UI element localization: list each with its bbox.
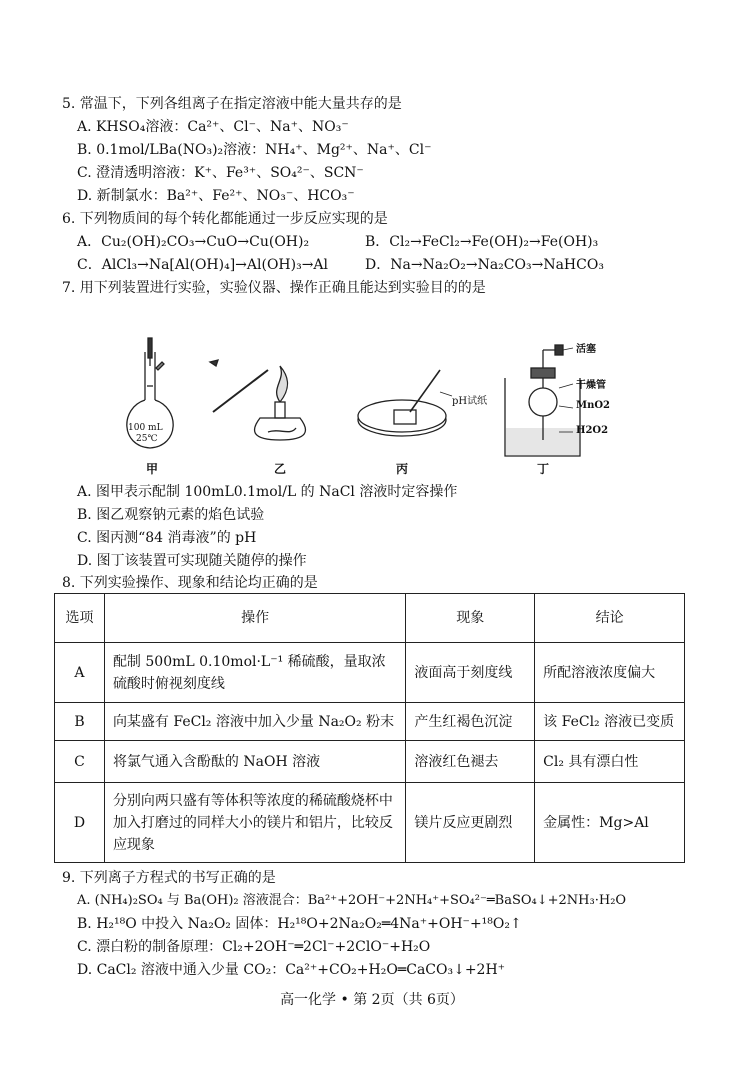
gas-generator-figure [505, 345, 580, 456]
q9-option-b: B. H₂¹⁸O 中投入 Na₂O₂ 固体：H₂¹⁸O+2Na₂O₂═4Na⁺+OH⁻+¹⁸O₂↑ [77, 916, 522, 932]
q9-option-d: D. CaCl₂ 溶液中通入少量 CO₂：Ca²⁺+CO₂+H₂O═CaCO₃↓+2H⁺ [77, 962, 506, 978]
q7-option-a: A. 图甲表示配制 100mL0.1mol/L 的 NaCl 溶液时定容操作 [77, 484, 458, 500]
flask-volume-label: 100 mL [128, 423, 163, 433]
row-phenomenon: 溶液红色褪去 [406, 741, 535, 783]
q6-option-d: D．Na→Na₂O₂→Na₂CO₃→NaHCO₃ [365, 257, 604, 273]
row-phenomenon: 液面高于刻度线 [406, 643, 535, 703]
stopcock-label: 活塞 [576, 344, 596, 355]
q5-option-d: D. 新制氯水：Ba²⁺、Fe²⁺、NO₃⁻、HCO₃⁻ [77, 188, 355, 204]
flame-test-figure [210, 360, 305, 440]
row-conclusion: 所配溶液浓度偏大 [535, 643, 685, 703]
q6-option-b: B．Cl₂→FeCl₂→Fe(OH)₂→Fe(OH)₃ [365, 234, 599, 250]
row-operation: 向某盛有 FeCl₂ 溶液中加入少量 Na₂O₂ 粉末 [104, 703, 405, 741]
header-phenomenon: 现象 [406, 594, 535, 643]
drying-tube-label: 干燥管 [576, 380, 606, 391]
row-phenomenon: 镁片反应更剧烈 [406, 783, 535, 863]
row-operation: 分别向两只盛有等体积等浓度的稀硫酸烧杯中加入打磨过的同样大小的镁片和铝片，比较反应现象 [104, 783, 405, 863]
q9-option-a: A. (NH₄)₂SO₄ 与 Ba(OH)₂ 溶液混合：Ba²⁺+2OH⁻+2NH₄⁺+SO₄²⁻═BaSO₄↓+2NH₃·H₂O [77, 893, 627, 908]
header-conclusion: 结论 [535, 594, 685, 643]
q9-option-c: C. 漂白粉的制备原理：Cl₂+2OH⁻═2Cl⁻+2ClO⁻+H₂O [77, 939, 431, 955]
figure-jia-caption: 甲 [146, 462, 159, 476]
q7-apparatus-figures [110, 336, 630, 476]
q6-option-a: A．Cu₂(OH)₂CO₃→CuO→Cu(OH)₂ [77, 234, 310, 250]
figure-ding-caption: 丁 [537, 462, 550, 476]
table-header-row [55, 594, 685, 643]
row-operation: 配制 500mL 0.10mol·L⁻¹ 稀硫酸，量取浓硫酸时俯视刻度线 [104, 643, 405, 703]
q8-table [54, 593, 685, 863]
row-option: B [55, 703, 105, 741]
row-option: A [55, 643, 105, 703]
row-phenomenon: 产生红褐色沉淀 [406, 703, 535, 741]
q5-stem: 5. 常温下，下列各组离子在指定溶液中能大量共存的是 [62, 96, 402, 112]
row-option: D [55, 783, 105, 863]
q7-stem: 7. 用下列装置进行实验，实验仪器、操作正确且能达到实验目的的是 [62, 280, 486, 296]
ph-test-figure [358, 370, 452, 436]
q6-option-c: C．AlCl₃→Na[Al(OH)₄]→Al(OH)₃→Al [77, 257, 329, 273]
figure-bing-caption: 丙 [396, 462, 409, 476]
q7-option-d: D. 图丁该装置可实现随关随停的操作 [77, 553, 307, 569]
table-row [55, 643, 685, 703]
q6-stem: 6. 下列物质间的每个转化都能通过一步反应实现的是 [62, 211, 388, 227]
q5-option-a: A. KHSO₄溶液：Ca²⁺、Cl⁻、Na⁺、NO₃⁻ [77, 119, 349, 135]
mno2-label: MnO2 [576, 400, 611, 411]
row-operation: 将氯气通入含酚酞的 NaOH 溶液 [104, 741, 405, 783]
q7-option-b: B. 图乙观察钠元素的焰色试验 [77, 507, 265, 523]
flask-temp-label: 25℃ [136, 434, 158, 444]
header-option: 选项 [55, 594, 105, 643]
row-conclusion: Cl₂ 具有漂白性 [535, 741, 685, 783]
ph-paper-label: pH试纸 [452, 396, 488, 407]
q5-option-c: C. 澄清透明溶液：K⁺、Fe³⁺、SO₄²⁻、SCN⁻ [77, 165, 364, 181]
q7-option-c: C. 图丙测“84 消毒液”的 pH [77, 530, 257, 546]
table-row [55, 783, 685, 863]
q5-option-b: B. 0.1mol/LBa(NO₃)₂溶液：NH₄⁺、Mg²⁺、Na⁺、Cl⁻ [77, 142, 432, 158]
apparatus-drawings [110, 336, 630, 476]
row-conclusion: 该 FeCl₂ 溶液已变质 [535, 703, 685, 741]
q8-stem: 8. 下列实验操作、现象和结论均正确的是 [62, 575, 318, 591]
row-conclusion: 金属性：Mg>Al [535, 783, 685, 863]
page-footer: 高一化学 • 第 2页（共 6页） [280, 992, 464, 1008]
q9-stem: 9. 下列离子方程式的书写正确的是 [62, 870, 276, 886]
row-option: C [55, 741, 105, 783]
header-operation: 操作 [104, 594, 405, 643]
table-row [55, 741, 685, 783]
h2o2-label: H2O2 [576, 425, 609, 436]
table-row [55, 703, 685, 741]
figure-yi-caption: 乙 [274, 462, 287, 476]
